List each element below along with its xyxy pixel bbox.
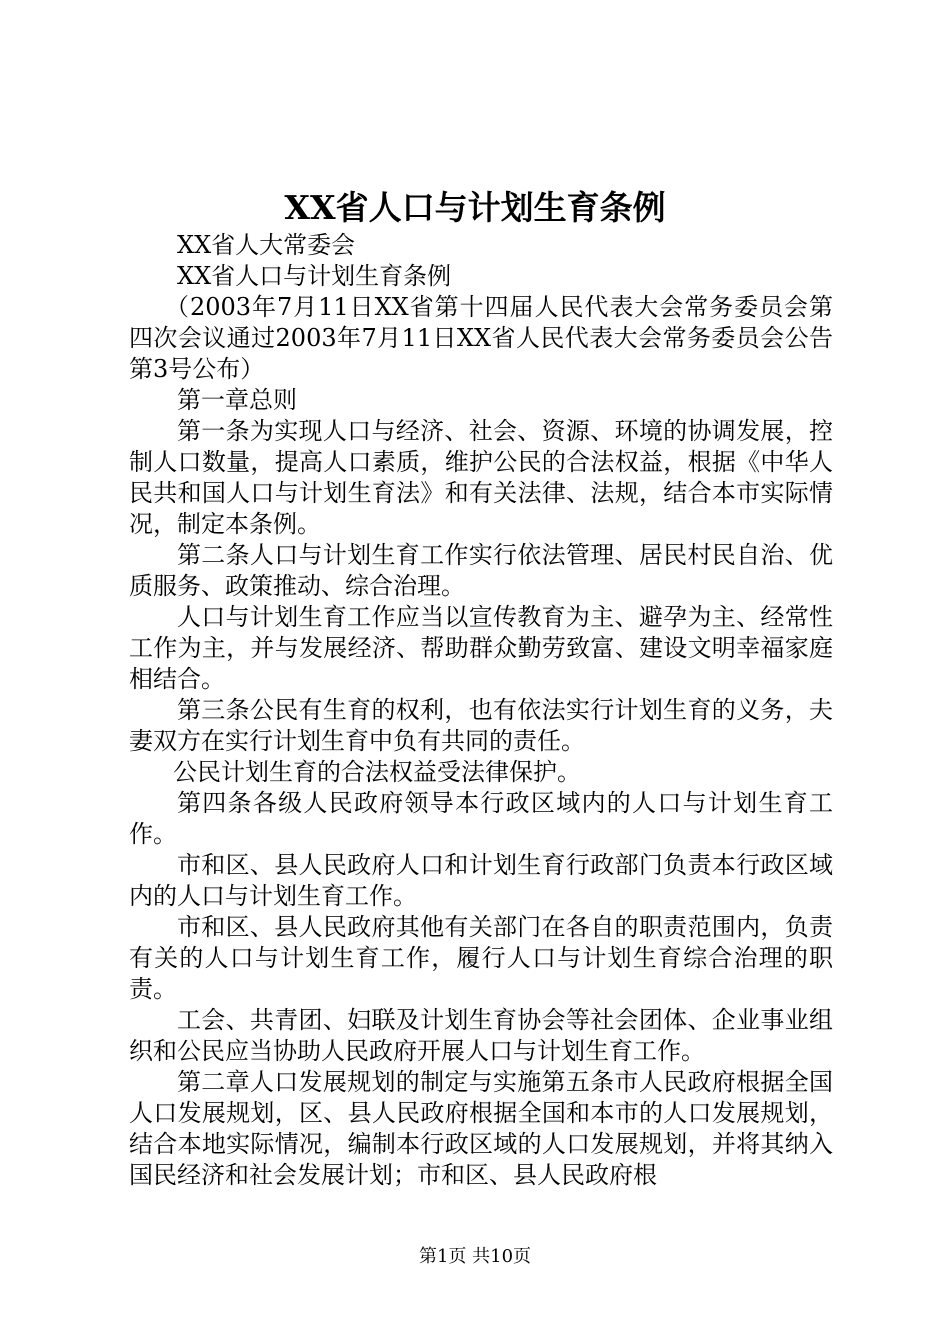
paragraph-chapter-1-heading: 第一章总则: [177, 386, 297, 414]
document-title: XX省人口与计划生育条例: [284, 188, 666, 227]
paragraph-article-1: 第一条为实现人口与经济、社会、资源、环境的协调发展，控制人口数量，提高人口素质，维护公民的合法权益，根据《中华人民共和国人口与计划生育法》和有关法律、法规，结合本市实际情况，制定本条例。: [129, 417, 833, 538]
paragraph-article-3-clause: 公民计划生育的合法权益受法律保护。: [173, 758, 581, 786]
paragraph-article-2-clause: 人口与计划生育工作应当以宣传教育为主、避孕为主、经常性工作为主，并与发展经济、帮助群众勤劳致富、建设文明幸福家庭相结合。: [129, 603, 833, 693]
paragraph-article-4: 第四条各级人民政府领导本行政区域内的人口与计划生育工作。: [129, 789, 833, 848]
paragraph-issuer: XX省人大常委会: [177, 231, 356, 259]
paragraph-article-4-clause-1: 市和区、县人民政府人口和计划生育行政部门负责本行政区域内的人口与计划生育工作。: [129, 851, 833, 910]
document-body: [129, 230, 833, 1191]
paragraph-article-2: 第二条人口与计划生育工作实行依法管理、居民村民自治、优质服务、政策推动、综合治理。: [129, 541, 833, 600]
paragraph-chapter-2-article-5: 第二章人口发展规划的制定与实施第五条市人民政府根据全国人口发展规划，区、县人民政府根据全国和本市的人口发展规划，结合本地实际情况，编制本行政区域的人口发展规划，并将其纳入国民经济和社会发展计划；市和区、县人民政府根: [129, 1068, 833, 1189]
paragraph-article-4-clause-2: 市和区、县人民政府其他有关部门在各自的职责范围内，负责有关的人口与计划生育工作，履行人口与计划生育综合治理的职责。: [129, 913, 833, 1003]
paragraph-article-3: 第三条公民有生育的权利，也有依法实行计划生育的义务，夫妻双方在实行计划生育中负有共同的责任。: [129, 696, 833, 755]
page-number-footer: 第1页 共10页: [418, 1246, 532, 1267]
paragraph-article-4-clause-3: 工会、共青团、妇联及计划生育协会等社会团体、企业事业组织和公民应当协助人民政府开展人口与计划生育工作。: [129, 1006, 833, 1065]
paragraph-adoption-note: （2003年7月11日XX省第十四届人民代表大会常务委员会第四次会议通过2003年7月11日XX省人民代表大会常务委员会公告第3号公布）: [129, 293, 833, 383]
paragraph-regulation-name: XX省人口与计划生育条例: [177, 262, 452, 290]
